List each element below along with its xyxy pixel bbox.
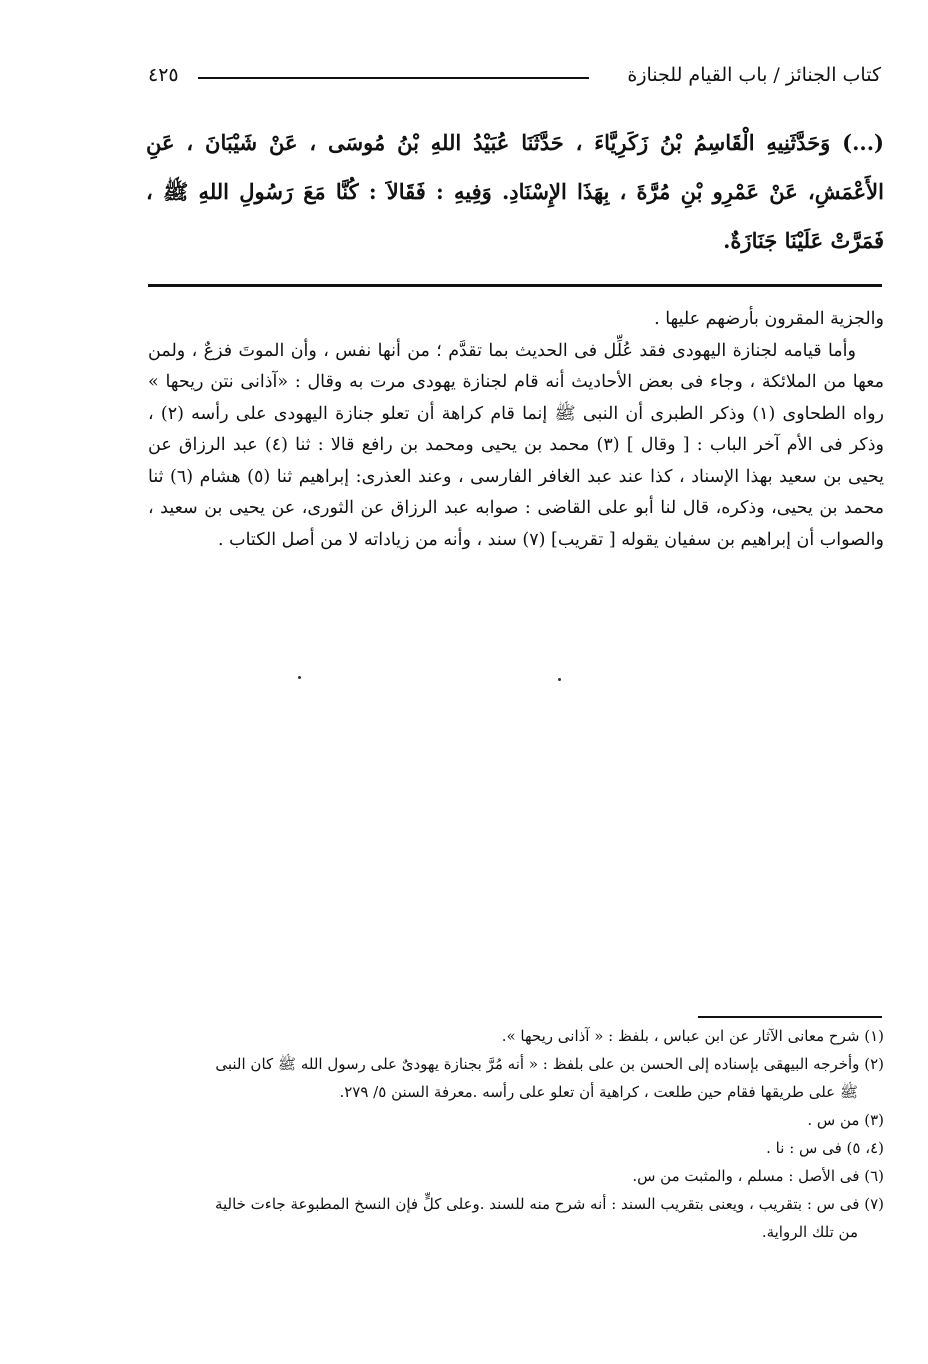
footnote-number: (٣) (864, 1111, 884, 1129)
footnote-number: (٧) (864, 1195, 884, 1213)
commentary-paragraph-1: والجزية المقرون بأرضهم عليها . (654, 309, 884, 329)
footnote-text: من س . (807, 1111, 860, 1129)
header-rule (198, 77, 589, 79)
chapter-title: كتاب الجنائز / باب القيام للجنازة (627, 64, 881, 86)
footnote-separator (698, 1016, 882, 1018)
hadith-text: (...) وَحَدَّثَنِيهِ الْقَاسِمُ بْنُ زَكَرِيَّاءَ ، حَدَّثَنَا عُبَيْدُ اللهِ بْنُ مُوسَى ، عَنْ شَيْبَانَ ، عَنِ الأَعْمَشِ، عَنْ عَمْرِو بْنِ مُرَّةَ ، بِهَذَا الإِسْنَادِ. وَفِيهِ : فَقَالاَ : كُنَّا مَعَ رَسُولِ اللهِ ﷺ ، فَمَرَّتْ عَلَيْنَا جَنَازَةٌ. (146, 130, 884, 253)
footnote-text: شرح معانى الآثار عن ابن عباس ، بلفظ : « آذانى ريحها ». (501, 1027, 860, 1045)
footnote-number: (٢) (864, 1055, 884, 1073)
footnote-text: فى الأصل : مسلم ، والمثبت من س. (632, 1167, 860, 1185)
footnote-text: فى س : نا . (766, 1139, 842, 1157)
footnotes (140, 1022, 884, 1246)
footnote-text: وأخرجه البيهقى بإسناده إلى الحسن بن على بلفظ : « أنه مُرَّ بجنازة يهودىٌ على رسول الله ﷺ كان النبى (215, 1055, 860, 1073)
footnote-number: (١) (864, 1027, 884, 1045)
page-number: ٤٢٥ (148, 64, 179, 86)
footnote-3 (140, 1106, 884, 1134)
footnote-text: فى س : بتقريب ، ويعنى بتقريب السند : أنه شرح منه للسند .وعلى كلٍّ فإن النسخ المطبوعة جاءت خالية (214, 1195, 860, 1213)
footnote-2 (140, 1050, 884, 1106)
running-header (148, 60, 881, 94)
section-divider (148, 284, 882, 287)
commentary-paragraph-2: وأما قيامه لجنازة اليهودى فقد عُلِّل فى الحديث بما تقدَّم ؛ من أنها نفس ، وأن الموتَ فزعٌ ، ولمن معها من الملائكة ، وجاء فى بعض الأحاديث أنه قام لجنازة يهودى مرت به وقال : «آذانى نتن ريحها » رواه الطحاوى (١) وذكر الطبرى أن النبى ﷺ إنما قام كراهة أن تعلو جنازة اليهودى على رأسه (٢) ، وذكر فى الأم آخر الباب : [ وقال ] (٣) محمد بن يحيى ومحمد بن رافع قالا : ثنا (٤) عبد الرزاق عن يحيى بن سعيد بهذا الإسناد ، كذا عند عبد الغافر الفارسى ، وعند العذرى: إبراهيم ثنا (٥) هشام (٦) ثنا محمد بن يحيى، وذكره، قال لنا أبو على القاضى : صوابه عبد الرزاق عن الثورى، عن يحيى بن سعيد ، والصواب أن إبراهيم بن سفيان يقوله [ تقريب] (٧) سند ، وأنه من زياداته لا من أصل الكتاب . (148, 340, 885, 550)
footnote-1 (140, 1022, 884, 1050)
footnote-4-5 (140, 1134, 884, 1162)
footnote-text-continued: من تلك الرواية. (761, 1223, 858, 1241)
footnote-6 (140, 1162, 884, 1190)
footnote-7 (140, 1190, 884, 1246)
footnote-number: (٤، ٥) (846, 1139, 884, 1157)
footnote-number: (٦) (864, 1167, 884, 1185)
scan-speck (298, 676, 301, 679)
commentary (148, 304, 884, 556)
footnote-text-continued: ﷺ على طريقها فقام حين طلعت ، كراهية أن تعلو على رأسه .معرفة السنن ٥/ ٢٧٩. (339, 1083, 858, 1101)
scan-speck (558, 678, 561, 681)
